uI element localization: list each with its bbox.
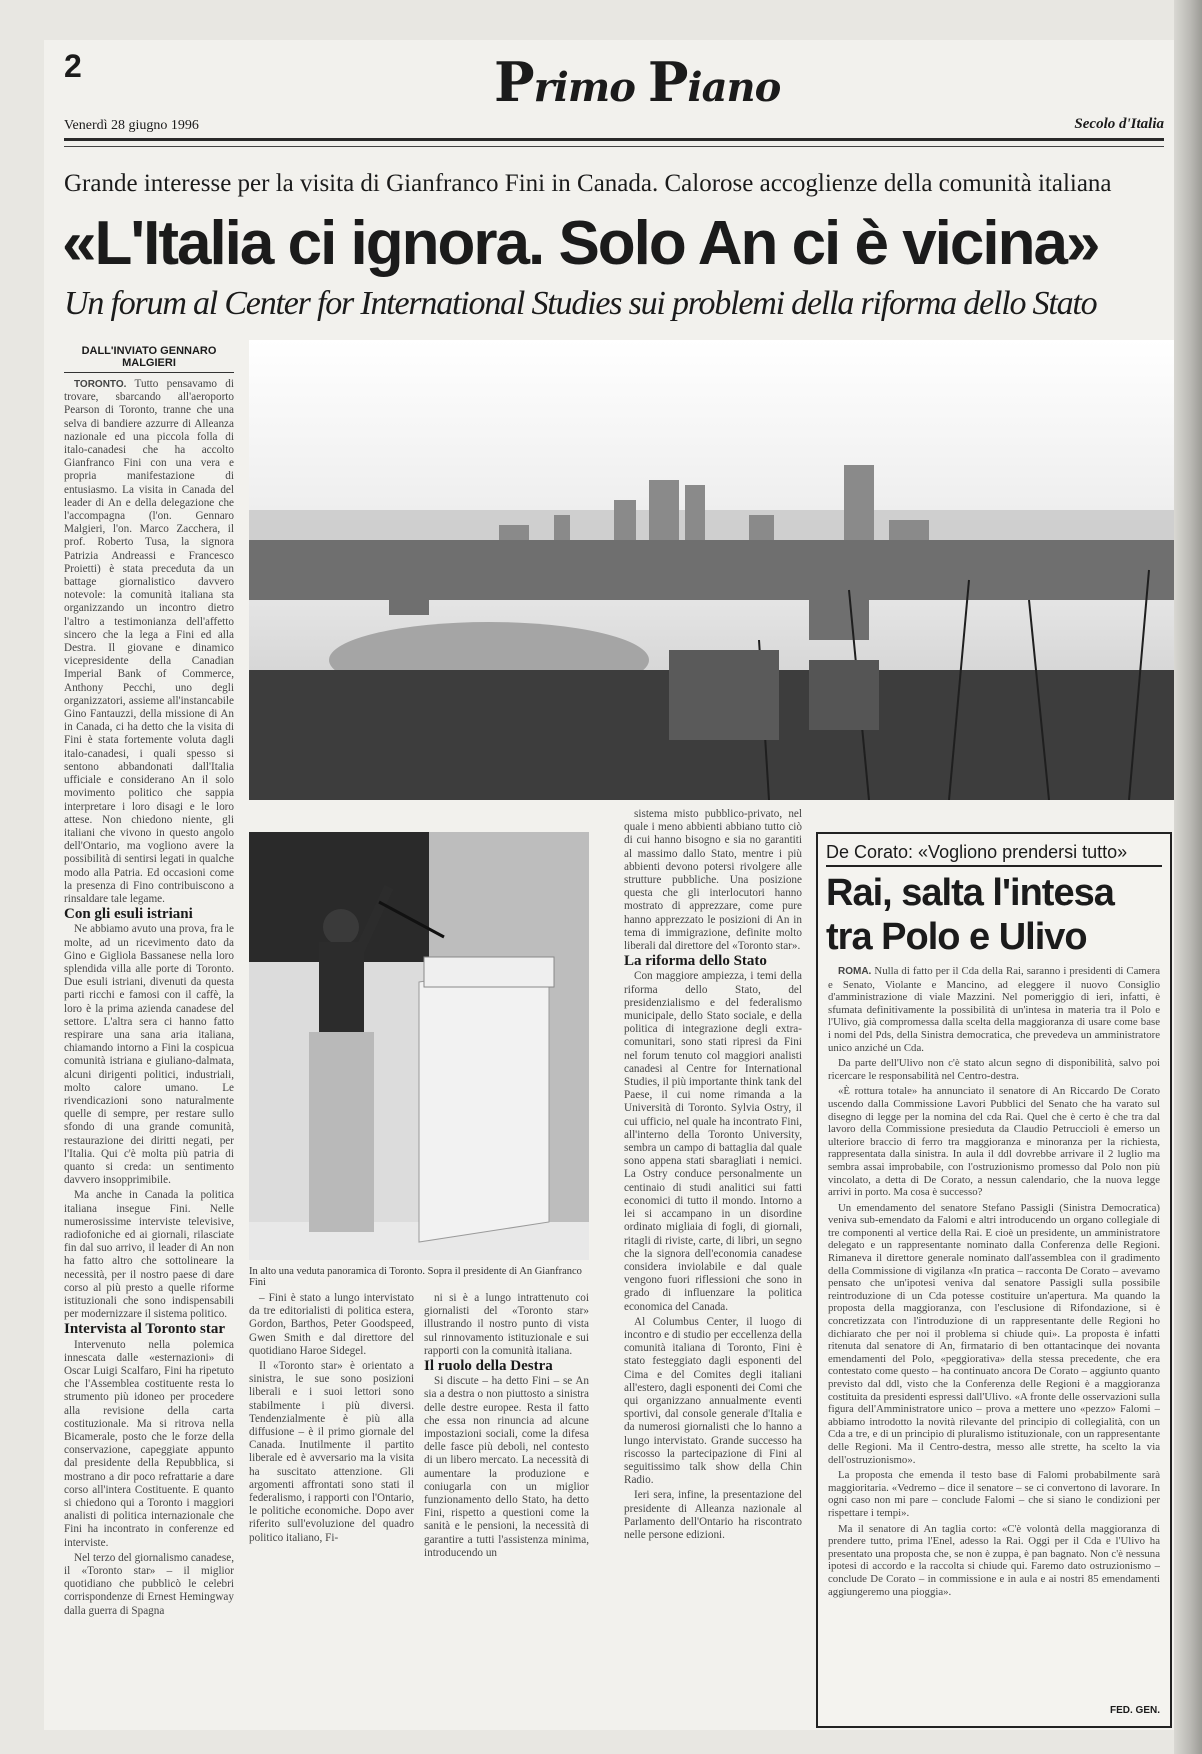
paragraph-text: Nulla di fatto per il Cda della Rai, saranno i presidenti di Camera e Senato, Violante e Mancino, ad eleggere il nuovo Consiglio d'amministrazione di viale Mazzini. Nel pomeriggio di ieri, infatti, è sfumata definitivamente la possibilità di un'intesa in materia tra il Polo e l'Ulivo, già compromessa dalla scelta della maggioranza di usare come base i nomi del Pds, della Sinistra democratica, che prevedeva un amministratore unico anziché un Cda. [828,965,1160,1054]
article-kicker: Grande interesse per la visita di Gianfranco Fini in Canada. Calorose accoglienze della comunità italiana [64,170,1112,197]
article-column-3 [424,1292,589,1730]
subhead-destra: Il ruolo della Destra [424,1358,553,1375]
lead-city: TORONTO. [74,379,127,390]
article-column-1 [64,378,234,1730]
newspaper-page [44,40,1174,1730]
sidebar-lead-city: ROMA. [838,966,872,977]
sidebar-paragraph: Da parte dell'Ulivo non c'è stato alcun segno di disponibilità, salvo poi ricercare le responsabilità nel Centro-destra. [828,1057,1160,1082]
article-paragraph: Al Columbus Center, il luogo di incontro e di studio per eccellenza della comunità italiana di Toronto, Fini è stato festeggiato dagli esponenti del Cima e del Comites degli italiani all'estero, dagli esponenti dei Comi che qui organizzano annualmente eventi sportivi, dal console generale d'Italia e da numerosi giornalisti che lo hanno a lungo intervistato. Grande successo ha riscosso la partecipazione di Fini al seguitissimo talk show della Chin Radio. [624,1315,802,1487]
sidebar-body [828,965,1160,1665]
section-title-initial-2: P [647,50,688,114]
header-rule [64,138,1164,141]
section-title-word-1: rimo [533,64,648,111]
sidebar-kicker: De Corato: «Vogliono prendersi tutto» [826,842,1128,862]
article-paragraph: Con maggiore ampiezza, i temi della riforma dello Stato, del presidenzialismo e del federalismo municipale, dello Stato sociale, e della politica di integrazione degli extra-comunitari, sono stati ripresi da Fini nel forum tenuto col maggiori analisti canadesi al Centre for International Studies, il più importante think tank del Paese, il cui nome rimanda a la Università di Toronto. Sylvia Ostry, il cui ufficio, nel quale ha incontrato Fini, all'interno della Toronto University, sembra un campo di battaglia dal quale sono appena stati sbaragliati i nemici. La Ostry conduce personalmente un centinaio di studi analitici sui fatti economici di tutto il mondo. Intorno a lei si accampano in un disordine ordinato migliaia di fogli, di giornali, ritagli di riviste, carte, di libri, un segno che la signora dell'economia canadese considera inviolabile e dal quale vengono fuori riflessioni che sono in grado di influenzare la politica economica del Canada. [624,970,802,1313]
article-paragraph: Nel terzo del giornalismo canadese, il «Toronto star» – il miglior quotidiano che pubblicò le celebri corrispondenze di Ernest Hemingway dalla guerra di Spagna [64,1551,234,1617]
sidebar-paragraph [828,965,1160,1054]
subhead-intervista: Intervista al Toronto star [64,1321,225,1338]
article-paragraph: Ma anche in Canada la politica italiana insegue Fini. Nelle numerosissime interviste televisive, radiofoniche ed ai giornali, rilasciate fin dal suo arrivo, il leader di An non ha fatto altro che sottolineare la necessità, per il nostro paese di dare corso al più presto a quelle riforme istituzionali che sono indispensabili per modernizzare il sistema politico. [64,1189,234,1321]
article-column-4 [624,808,802,1730]
toronto-panorama-photo [249,340,1174,800]
article-paragraph: Ne abbiamo avuto una prova, fra le molte, ad un ricevimento dato da Gino e Gigliola Bassanese nella loro splendida villa alle porte di Toronto. Due esuli istriani, divenuti da questa parti ricchi e famosi con il caffè, la loro è la prima azienda canadese del settore. L'altra sera ci hanno fatto respirare una sana aria italiana, chiamando intorno a Fini la cospicua comunità istriana e giuliano-dalmata, alcuni dirigenti politici, industriali, molto calore umano. Le rivendicazioni sono naturalmente quelle di sempre, per restare sullo sfondo di una grande comunità, restaurazione dei diritti negati, per l'Italia. Qui c'è molta più patria di quanto si creda: un sentimento davvero insopprimibile. [64,923,234,1187]
section-title [494,50,780,114]
sidebar-paragraph: La proposta che emenda il testo base di Falomi probabilmente sarà maggioritaria. «Vedremo – dice il senatore – se ci convertono di lavorare. In ogni caso non mi pare – conclude Falomi – che si siano le condizioni per rispettare i tempi». [828,1469,1160,1519]
article-paragraph: Si discute – ha detto Fini – se An sia a destra o non piuttosto a sinistra delle destre europee. Resta il fatto che essa non rinuncia ad alcune impostazioni sociali, come la difesa delle fasce più deboli, nel contesto di un libero mercato. La necessità di aumentare la produzione e coniugarla con un miglior funzionamento dello Stato, ha detto Fini, rispetto a questioni come la sanità e le pensioni, la necessità di garantire a tutti l'assistenza minima, introducendo un [424,1375,589,1559]
section-title-initial-1: P [494,50,534,114]
page-binding-edge [1174,0,1202,1754]
photo-caption: In alto una veduta panoramica di Toronto. Sopra il presidente di An Gianfranco Fini [249,1266,582,1288]
article-paragraph: Ieri sera, infine, la presentazione del presidente di Alleanza nazionale al Parlamento dell'Ontario ha riscontrato nelle persone edizioni. [624,1489,802,1541]
rai-sidebar-box [816,832,1172,1728]
article-paragraph [64,378,234,906]
article-paragraph: sistema misto pubblico-privato, nel quale i meno abbienti abbiano tutto ciò di cui hanno bisogno e sia no garantiti al massimo dallo Stato, mentre i più abbienti devono potersi rivolgere alle strutture pubbliche. Una posizione questa che gli interlocutori hanno mostrato di apprezzare, come pure hanno apprezzato le posizioni di An in tema di immigrazione, definite molto liberali dal direttore del «Toronto star». [624,808,802,953]
issue-date: Venerdì 28 giugno 1996 [64,118,199,133]
article-paragraph: – Fini è stato a lungo intervistato da tre editorialisti di politica estera, Gordon, Barthos, Peter Goodspeed, Gwen Smith e dal direttore del quotidiano Haroe Sidegel. [249,1292,414,1357]
page-number: 2 [64,48,82,84]
sidebar-paragraph: Un emendamento del senatore Stefano Passigli (Sinistra Democratica) veniva sub-emendato da Falomi e altri introducendo un organo collegiale di tre componenti al vertice della Rai. E cioè un presidente, un amministratore delegato e un rappresentante nominato dalla Conferenza delle Regioni. Rimaneva il direttore generale nominato dall'assemblea con il gradimento della Commissione di vigilanza «In pratica – racconta De Corato – avevamo pensato che un'ipotesi veniva dal senatore Passigli sulla possibile reintroduzione di un Cda potesse costituire un'apertura. Ma quando la proposta della maggioranza, con l'esclusione di Rifondazione, si è concretizzata con l'introduzione di un rappresentante delle Regioni ho dichiarato che per noi il problema si chiude qui». La proposta è infatti ritenuta dal senatore di An, firmatario di ben ottantacinque dei novanta emendamenti del Polo, «peggiorativa» della stessa precedente, che era contestato come questo – ha continuato ancora De Corato – aggiunto quanto previsto dal ddl, visto che la Conferenza delle Regioni è a maggioranza costituita da presidenti espressi dall'Ulivo. «A fronte delle osservazioni sulla figura dell'Amministratore unico – prova a mettere uno «pezzo» Falomi – abbiamo introdotto la novità rilevante del principio di collegialità, con un Cda a tre, e di un principio di pluralismo istituzionale, con un rappresentante delle Regioni. Ma il Centro-destra, messo alle strette, ha scelto la via dell'ostruzionismo». [828,1201,1160,1466]
sidebar-headline: Rai, salta l'intesa tra Polo e Ulivo [826,872,1114,958]
article-column-2 [249,1292,414,1730]
article-paragraph: Il «Toronto star» è orientato a sinistra, le sue sono posizioni liberali e i suoi lettori sono stabilmente i più diversi. Tendenzialmente è più alla diffusione – è il primo giornale del Canada. Inutilmente il partito liberale ed è avversario ma la visita ha suscitato attenzione. Gli argomenti affrontati sono stati il federalismo, i rapporti con l'Ontario, le politiche economiche. Dopo aver riferito sull'evoluzione del quadro politico italiano, Fi- [249,1360,414,1544]
article-paragraph: ni si è a lungo intrattenuto coi giornalisti del «Toronto star» illustrando il nostro punto di vista sul rinnovamento istituzionale e sui rapporti con la comunità italiana. [424,1292,589,1357]
sidebar-signature: FED. GEN. [1109,1705,1160,1716]
article-subheadline: Un forum al Center for International Studies sui problemi della riforma dello Stato [64,285,1097,322]
fini-speaking-photo [249,832,589,1260]
sidebar-paragraph: Ma il senatore di An taglia corto: «C'è volontà della maggioranza di prendere tutto, prima l'Enel, adesso la Rai. Oggi per il Cda e l'Ulivo ha presentato una proposta che, se non è zuppa, è pan bagnato. Non c'è nessuna ipotesi di accordo e la raccolta si chiude qui. Faremo dato ostruzionismo – conclude De Corato – in commissione e in aula e ai nostri 85 emendamenti aggiungeremo una pioggia». [828,1522,1160,1598]
article-headline: «L'Italia ci ignora. Solo An ci è vicina» [62,209,1099,278]
byline: DALL'INVIATO GENNARO MALGIERI [64,345,234,373]
section-title-word-2: iano [687,64,781,111]
subhead-esuli: Con gli esuli istriani [64,906,193,923]
sidebar-rule [826,865,1162,867]
header-rule-thin [64,146,1164,147]
sidebar-paragraph: «È rottura totale» ha annunciato il senatore di An Riccardo De Corato uscendo dalla Commissione Lavori Pubblici del Senato che ha varato sul disegno di legge per la nomina del cda Rai. Quel che è certo è che tra dal lavoro della Commissione presieduta da Claudio Petruccioli è emerso un ulteriore braccio di ferro tra maggioranza e minoranza per la richiesta, rappresentata dalla sinistra. In aula il ddl dovrebbe arrivare il 2 luglio ma sembra assai improbabile, con l'ostruzionismo promesso dal Polo non più vincolato, a detta di De Corato, a nessun calendario, che la nuova legge arrivi in porto. Ma cosa è successo? [828,1085,1160,1199]
article-paragraph: Intervenuto nella polemica innescata dalle «esternazioni» di Oscar Luigi Scalfaro, Fini ha ripetuto che l'Assemblea costituente resta lo strumento più idoneo per procedere alla revisione della carta costituzionale. Ma si ritrova nella Bicamerale, posto che le forze della conservazione, capeggiate appunto dal presidente della Repubblica, si mostrano a dir poco refrattarie a dare corso all'intera Costituente. E quanto si chiedono qui a Toronto i maggiori analisti di politica internazionale che Fini ha incontrato in conferenze ed interviste. [64,1338,234,1549]
paragraph-text: Tutto pensavamo di trovare, sbarcando all'aeroporto Pearson di Toronto, tranne che una selva di bandiere azzurre di Alleanza nazionale ed una piccola folla di italo-canadesi che ha accolto Gianfranco Fini con una vera e propria manifestazione di entusiasmo. La visita in Canada del leader di An e della delegazione che l'accompagna (l'on. Gennaro Malgieri, l'on. Marco Zacchera, il prof. Roberto Tusa, la signora Patrizia Andreassi e Francesco Proietti) è stata preceduta da un battage giornalistico davvero notevole: la comunità italiana sta organizzando un incontro dietro l'altro a testimonianza dell'affetto sincero che la lega a Fini ed alla Destra. Il giovane e dinamico vicepresidente della Canadian Imperial Bank of Commerce, Anthony Pecchi, uno degli organizzatori, assieme all'instancabile Gino Fantauzzi, della missione di An in Canada, ci ha detto che la visita di Fini è stata fortemente voluta dagli italo-canadesi, i quali spesso si sentono abbandonati dall'Italia ufficiale e considerano An il solo movimento politico che sappia interpretare i loro disagi e le loro attese. Non chiedono niente, gli italiani che vivono in questo angolo dell'Ontario, ma vogliono avere la possibilità di sentirsi legati in qualche modo alla Patria. Ed occasioni come la presenza di Fino contribuiscono a rinsaldare tale legame. [64,378,234,905]
subhead-riforma: La riforma dello Stato [624,953,767,970]
newspaper-name: Secolo d'Italia [1074,116,1164,132]
